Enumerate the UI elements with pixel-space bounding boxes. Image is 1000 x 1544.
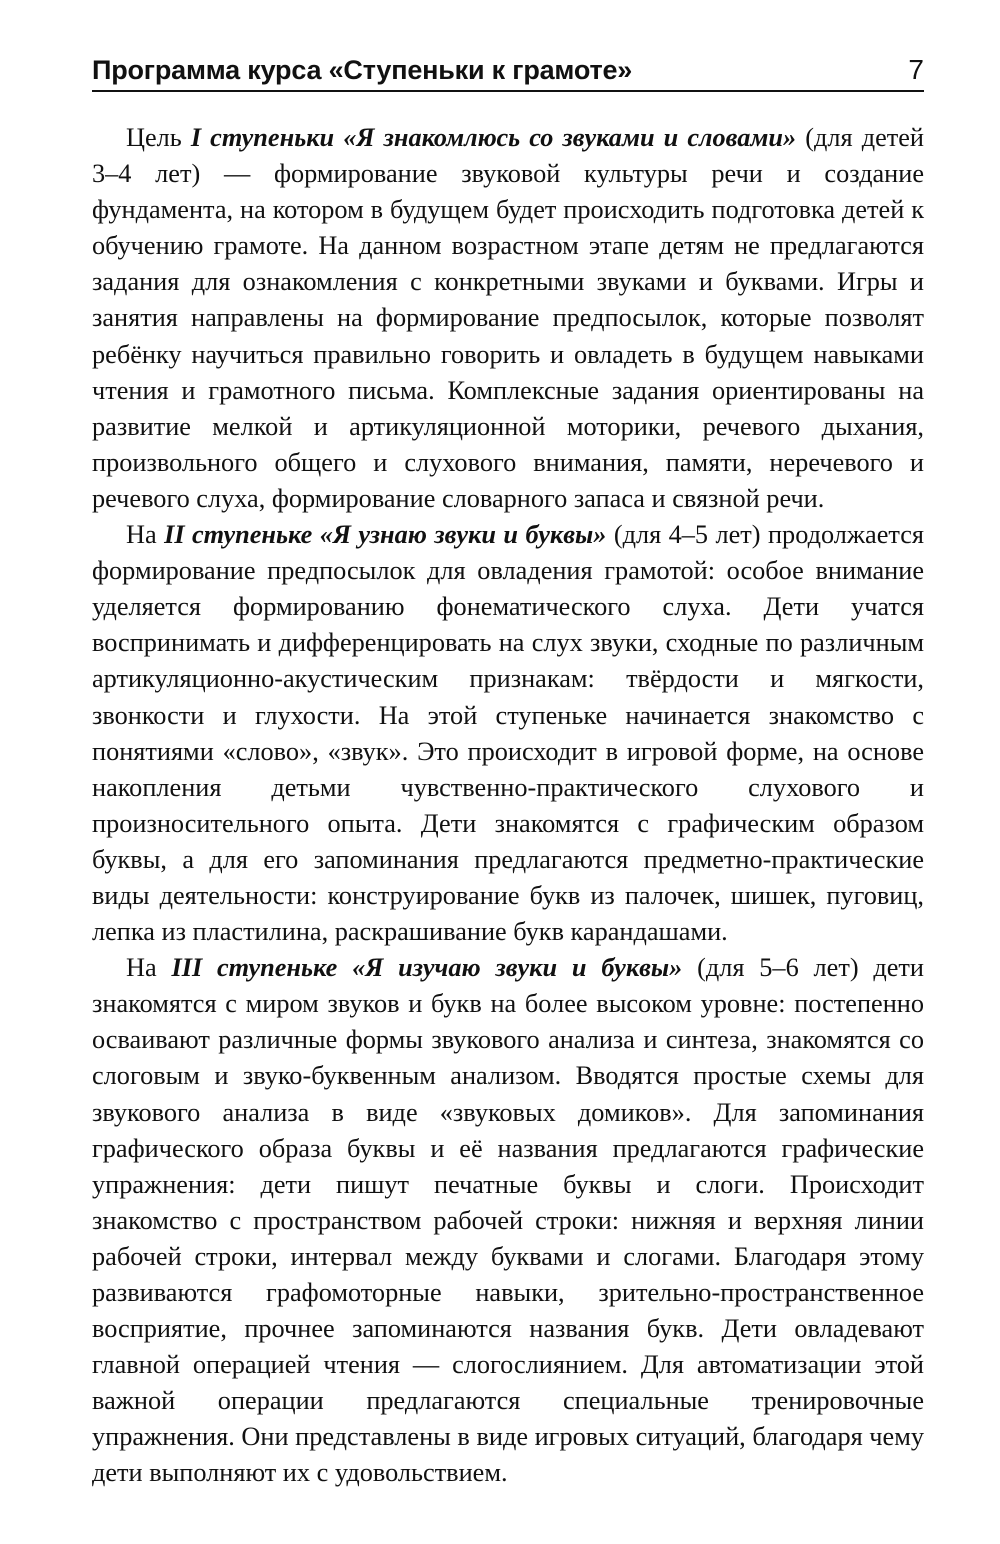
step-2-title: II ступеньке «Я узнаю звуки и буквы» [164,520,607,550]
running-header [92,42,924,92]
paragraph-lead: На [126,520,165,550]
page-number: 7 [908,54,924,85]
paragraph-lead: На [126,953,172,983]
step-1-title: I ступеньки «Я знакомлюсь со звуками и словами» [190,123,797,152]
running-head-title: Программа курса «Ступеньки к грамоте» [92,55,633,85]
paragraph-body: (для 4–5 лет) продолжается формирование предпосылок для овладения грамотой: особое внимание уделяется формированию фонематического слуха. Дети учатся воспринимать и дифференцировать на слух звуки, сходные по различным артикуляционно-акустическим признакам: твёрдости и мягкости, звонкости и глухости. На этой ступеньке начинается знакомство с понятиями «слово», «звук». Это происходит в игровой форме, на основе накопления детьми чувственно-практического слухового и произносительного опыта. Дети знакомятся с графическим образом буквы, а для его запоминания предлагаются предметно-практические виды деятельности: конструирование букв из палочек, шишек, пуговиц, лепка из пластилина, раскрашивание букв карандашами. [92,520,924,947]
paragraph-step-3 [92,950,924,1491]
paragraph-lead: Цель [126,123,191,152]
paragraph-step-2 [92,517,924,950]
book-page [92,42,924,1492]
body-text [92,120,924,1492]
paragraph-body: (для детей 3–4 лет) — формирование звуковой культуры речи и создание фундамента, на котором в будущем будет происходить подготовка детей к обучению грамоте. На данном возрастном этапе детям не предлагаются задания для ознакомления с конкретными звуками и буквами. Игры и занятия направлены на формирование предпосылок, которые позволят ребёнку научиться правильно говорить и овладеть в будущем навыками чтения и грамотного письма. Комплексные задания ориентированы на развитие мелкой и артикуляционной моторики, речевого дыхания, произвольного общего и слухового внимания, памяти, неречевого и речевого слуха, формирование словарного запаса и связной речи. [92,123,924,513]
step-3-title: III ступеньке «Я изучаю звуки и буквы» [171,953,683,983]
paragraph-step-1 [92,120,924,517]
paragraph-body: (для 5–6 лет) дети знакомятся с миром звуков и букв на более высоком уровне: постепенно осваивают различные формы звукового анализа и синтеза, знакомятся со слоговым и звуко-буквенным анализом. Вводятся простые схемы для звукового анализа в виде «звуковых домиков». Для запоминания графического образа буквы и её названия предлагаются графические упражнения: дети пишут печатные буквы и слоги. Происходит знакомство с пространством рабочей строки: нижняя и верхняя линии рабочей строки, интервал между буквами и слогами. Благодаря этому развиваются графомоторные навыки, зрительно-пространственное восприятие, прочнее запоминаются названия букв. Дети овладевают главной операцией чтения — слогослиянием. Для автоматизации этой важной операции предлагаются специальные тренировочные упражнения. Они представлены в виде игровых ситуаций, благодаря чему дети выполняют их с удовольствием. [92,953,924,1488]
